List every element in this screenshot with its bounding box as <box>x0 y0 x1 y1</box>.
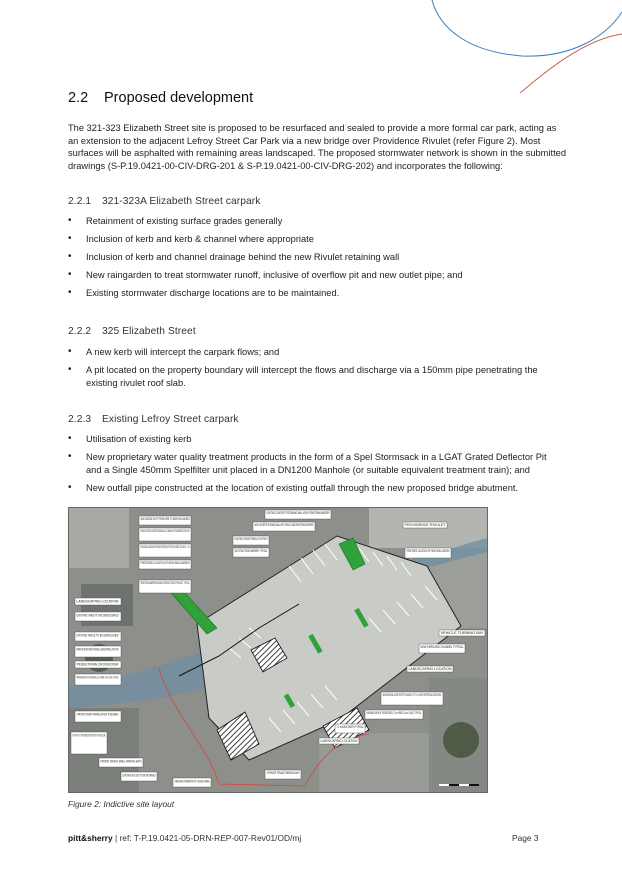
annotation-box <box>75 598 121 605</box>
annotation-box <box>75 661 121 668</box>
annotation-box <box>265 510 331 519</box>
subsection-heading <box>68 326 196 337</box>
svg-text:PARKING METER AND POSSIBLE LAN: PARKING METER AND POSSIBLE LANDSCAPING LOCATION <box>76 647 119 652</box>
footer-reference <box>68 833 301 843</box>
annotation-box <box>139 560 191 569</box>
svg-text:7.0 m AISLE WIDTH TYPICAL: 7.0 m AISLE WIDTH TYPICAL <box>336 725 364 729</box>
list-item: • New proprietary water quality treatment products in the form of a Spel Stormsack in a LGAT Grated Deflector Pit and a Single 450mm Spelfilter unit placed in a DN1200 Manhole (or suitable equivalent treatment train); and <box>68 451 564 476</box>
svg-text:PARKING BAYS AT 90 DEGREES, 2.: PARKING BAYS AT 90 DEGREES, 2.6 m WIDE, 5.4 m LONG, TYPICAL <box>366 711 422 715</box>
svg-text:PEDESTRIAN CROSSOVER: PEDESTRIAN CROSSOVER <box>76 662 120 667</box>
subsection-number: 2.2.1 <box>68 196 92 207</box>
svg-text:EXISTING FENCE TO BE DEMOLISHE: EXISTING FENCE TO BE DEMOLISHED <box>76 633 119 638</box>
annotation-box <box>173 778 211 787</box>
annotation-box <box>407 666 453 672</box>
bullet-list <box>68 346 564 389</box>
annotation-box <box>265 770 301 779</box>
bullet-list <box>68 215 564 300</box>
subsection-heading <box>68 196 260 207</box>
site-layout-figure <box>68 507 488 793</box>
svg-text:LANDSCAPING LOCATION: LANDSCAPING LOCATION <box>320 739 359 744</box>
svg-text:PROPOSED LOCATION OF NEW RAIN: PROPOSED LOCATION OF NEW RAIN GARDEN <box>406 549 450 553</box>
annotation-box <box>99 758 143 767</box>
svg-text:RIGHT OF WAY TO T'T TO BE CONV: RIGHT OF WAY TO T'T TO BE CONVERTED AND RESTRICTED WITH LOCKABLE BOLLARD <box>72 733 106 738</box>
annotation-box <box>71 732 107 754</box>
svg-text:LANDSCAPING LOCATION: LANDSCAPING LOCATION <box>408 667 453 672</box>
annotation-box <box>405 548 451 558</box>
svg-text:LANDSCAPING LOCATION: LANDSCAPING LOCATION <box>76 599 120 604</box>
scale-bar <box>439 784 479 786</box>
svg-text:NEW KERB AND CHANNEL TYPICAL: NEW KERB AND CHANNEL TYPICAL <box>420 645 464 649</box>
annotation-box <box>75 674 121 685</box>
list-item: • Retainment of existing surface grades generally <box>68 215 564 228</box>
section-title: Proposed development <box>104 90 254 106</box>
annotation-box <box>139 516 191 525</box>
svg-text:EXISTING ACCESS TO BE RETAINED: EXISTING ACCESS TO BE RETAINED <box>122 773 156 778</box>
blue-arc <box>432 0 622 56</box>
subsection-title: 321-323A Elizabeth Street carpark <box>102 196 261 207</box>
svg-text:PROPOSED LOCATION OF NEW RAIN: PROPOSED LOCATION OF NEW RAIN GARDEN <box>140 561 190 565</box>
roof-block <box>69 508 129 568</box>
annotation-box <box>233 536 269 545</box>
annotation-box <box>75 612 121 621</box>
list-item: • Inclusion of kerb and kerb & channel where appropriate <box>68 233 564 246</box>
svg-text:EXISTING PEDESTRIAN FOOTPATH: EXISTING PEDESTRIAN FOOTPATH <box>234 537 268 541</box>
annotation-box <box>121 772 157 781</box>
annotation-box <box>139 580 191 593</box>
intro-paragraph: The 321-323 Elizabeth Street site is proposed to be resurfaced and sealed to provide a more formal car park, acting as an extension to the adjacent Lefroy Street Car Park via a new bridge over Providence Rivulet (refer Figure 2). Most surfaces will be asphalted with remaining areas landscaped. The proposed stormwater network is shown in the submitted drawings (S-P.19.0421-00-CIV-DRG-201 & S-P.19.0421-00-CIV-DRG-202) and incorporates the following: <box>68 123 566 171</box>
annotation-box <box>75 711 121 722</box>
svg-text:4 PRIVATE TENANT PARKING BAYS: 4 PRIVATE TENANT PARKING BAYS AT 90 DEGREES <box>76 712 119 717</box>
annotation-box <box>403 522 447 528</box>
section-number: 2.2 <box>68 90 89 106</box>
svg-text:DEMOLISH EXISTING CONCRETE RET: DEMOLISH EXISTING CONCRETE RETAINING WALL TO MAKE WAY FOR NEW BRIDGE STRUCTURE <box>140 529 190 533</box>
list-item: • New outfall pipe constructed at the location of existing outfall through the new proposed bridge abutment. <box>68 482 564 495</box>
svg-text:4 PRIVATE TENANT PARKING BAYS: 4 PRIVATE TENANT PARKING BAYS <box>266 771 300 775</box>
annotation-box <box>139 528 191 541</box>
annotation-box <box>319 738 359 744</box>
page-number: Page 3 <box>512 833 539 843</box>
annotation-box <box>381 692 443 705</box>
annotation-box <box>439 630 485 636</box>
subsection-title: 325 Elizabeth Street <box>102 326 196 337</box>
svg-text:NEW DOUBLE LANE BRIDGE WITH RA: NEW DOUBLE LANE BRIDGE WITH RAISED PEDESTRIAN FOOTPATH AND KERB. TOTAL WIDTH = 7.4 m <box>140 545 190 549</box>
list-item: • New raingarden to treat stormwater runoff, inclusive of overflow pit and new outlet pipe; and <box>68 269 564 282</box>
subsection-number: 2.2.3 <box>68 414 92 425</box>
list-item: • Inclusion of kerb and channel drainage behind the new Rivulet retaining wall <box>68 251 564 264</box>
annotation-box <box>233 548 269 557</box>
annotation-box <box>335 724 365 733</box>
svg-text:NEW CONCRETE RETAINING WALL WI: NEW CONCRETE RETAINING WALL WITH VEHICLE AND PEDESTRIAN BARRIERS <box>254 523 314 527</box>
svg-text:ORIGINAL PERIMETER OF LEASED A: ORIGINAL PERIMETER OF LEASED AREA <box>174 779 210 784</box>
list-item: • Utilisation of existing kerb <box>68 433 564 446</box>
subsection-heading <box>68 414 239 425</box>
annotation-box <box>419 644 465 653</box>
annotation-box <box>75 632 121 641</box>
svg-text:PARKING BAYS AT 90 DEGREES, 2.: PARKING BAYS AT 90 DEGREES, 2.6 m WIDE, 5.4 m LONG, TYPICAL <box>76 675 119 680</box>
list-item: • A new kerb will intercept the carpark flows; and <box>68 346 564 359</box>
annotation-box <box>75 646 121 657</box>
annotation-box <box>365 710 423 719</box>
svg-text:PROVIDENCE RIVULET: PROVIDENCE RIVULET <box>404 523 446 528</box>
svg-text:NEW GRATED SW PIT FROM HERE TO: NEW GRATED SW PIT FROM HERE TO NEW RAIN GARDEN <box>140 517 190 521</box>
svg-text:PRIVATE TENANT SMALL PARKING B: PRIVATE TENANT SMALL PARKING BAYS <box>100 759 143 764</box>
figure-caption: Figure 2: Indictive site layout <box>68 799 175 809</box>
footer-ref: | ref: T-P.19.0421-05-DRN-REP-007-Rev01/OD/mj <box>112 833 302 843</box>
svg-text:EXISTING CONCRETE RETAINING WA: EXISTING CONCRETE RETAINING WALL WITH PEDESTRIAN BARRIER <box>266 511 330 515</box>
svg-text:SW STRUCTURE BARRIER, TYPICAL: SW STRUCTURE BARRIER, TYPICAL <box>234 549 268 553</box>
subsection-number: 2.2.2 <box>68 326 92 337</box>
svg-text:NEW GARDEN WALL ALONG PROPERTY: NEW GARDEN WALL ALONG PROPERTY BOUNDARY, UP TO 0.7 m HEIGHT DIFFERENTIAL ACROSS FENCE <box>382 693 442 697</box>
list-item: • Existing stormwater discharge locations are to be maintained. <box>68 287 564 300</box>
svg-text:VEHICLE TURNING BAY: VEHICLE TURNING BAY <box>440 631 485 636</box>
annotation-box <box>139 544 191 557</box>
svg-text:PEDESTRIAN BARRIER AROUND OPEN: PEDESTRIAN BARRIER AROUND OPEN SECTIONS OF RIVULET, TYPICAL <box>140 581 190 585</box>
svg-text:EXISTING SHED TO BE DEMOLISHED: EXISTING SHED TO BE DEMOLISHED <box>76 613 119 618</box>
subsection-title: Existing Lefroy Street carpark <box>102 414 239 425</box>
list-item: • A pit located on the property boundary will intercept the flows and discharge via a 150mm pipe penetrating the existing rivulet roof slab. <box>68 364 564 389</box>
annotation-box <box>253 522 315 531</box>
tree <box>443 722 479 758</box>
section-heading <box>68 90 253 106</box>
site-plan-drawing <box>69 508 487 792</box>
footer-brand: pitt&sherry <box>68 833 113 843</box>
bullet-list <box>68 433 564 494</box>
red-arc <box>520 34 622 93</box>
